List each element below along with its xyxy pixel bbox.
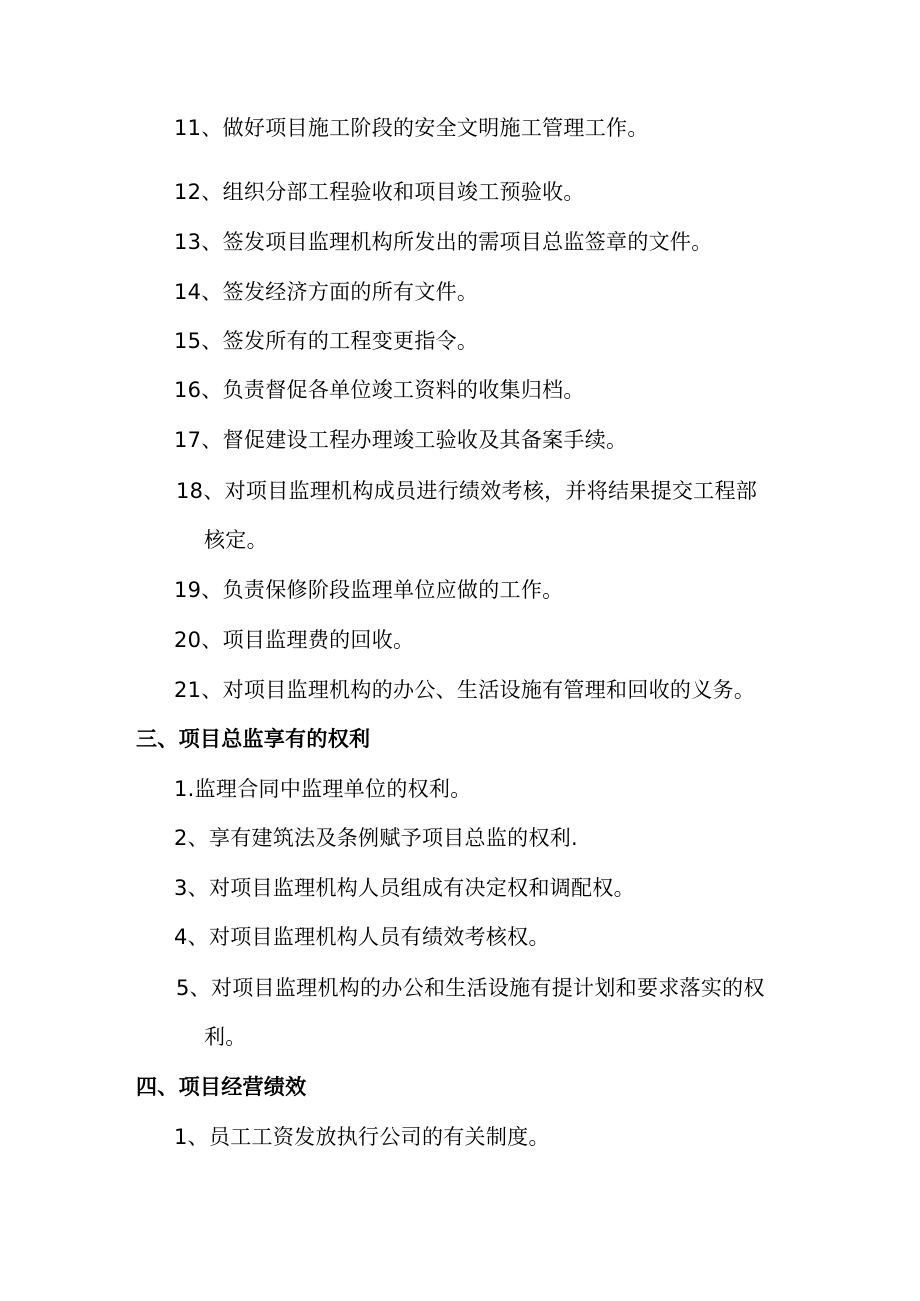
list-item-18-continuation: 核定。 — [204, 528, 268, 552]
list-item-18: 18、对项目监理机构成员进行绩效考核，并将结果提交工程部 — [176, 479, 758, 503]
rights-item-4: 4、对项目监理机构人员有绩效考核权。 — [174, 925, 550, 949]
list-item-17: 17、督促建设工程办理竣工验收及其备案手续。 — [174, 428, 628, 452]
list-item-19: 19、负责保修阶段监理单位应做的工作。 — [174, 578, 564, 602]
rights-item-2: 2、享有建筑法及条例赋予项目总监的权利. — [174, 826, 579, 850]
list-item-15: 15、签发所有的工程变更指令。 — [174, 329, 479, 353]
list-item-16: 16、负责督促各单位竣工资料的收集归档。 — [174, 378, 585, 402]
section-heading-rights: 三、项目总监享有的权利 — [136, 727, 371, 751]
list-item-14: 14、签发经济方面的所有文件。 — [174, 280, 479, 304]
rights-item-3: 3、对项目监理机构人员组成有决定权和调配权。 — [174, 876, 635, 900]
list-item-11: 11、做好项目施工阶段的安全文明施工管理工作。 — [174, 116, 649, 140]
list-item-13: 13、签发项目监理机构所发出的需项目总监签章的文件。 — [174, 230, 713, 254]
rights-item-5: 5、对项目监理机构的办公和生活设施有提计划和要求落实的权 — [176, 976, 765, 1000]
list-item-21: 21、对项目监理机构的办公、生活设施有管理和回收的义务。 — [174, 678, 756, 702]
performance-item-1: 1、员工工资发放执行公司的有关制度。 — [174, 1125, 550, 1149]
list-item-20: 20、项目监理费的回收。 — [174, 628, 415, 652]
section-heading-performance: 四、项目经营绩效 — [136, 1075, 307, 1099]
rights-item-1: 1.监理合同中监理单位的权利。 — [174, 777, 472, 801]
list-item-12: 12、组织分部工程验收和项目竣工预验收。 — [174, 180, 585, 204]
rights-item-5-continuation: 利。 — [204, 1025, 247, 1049]
